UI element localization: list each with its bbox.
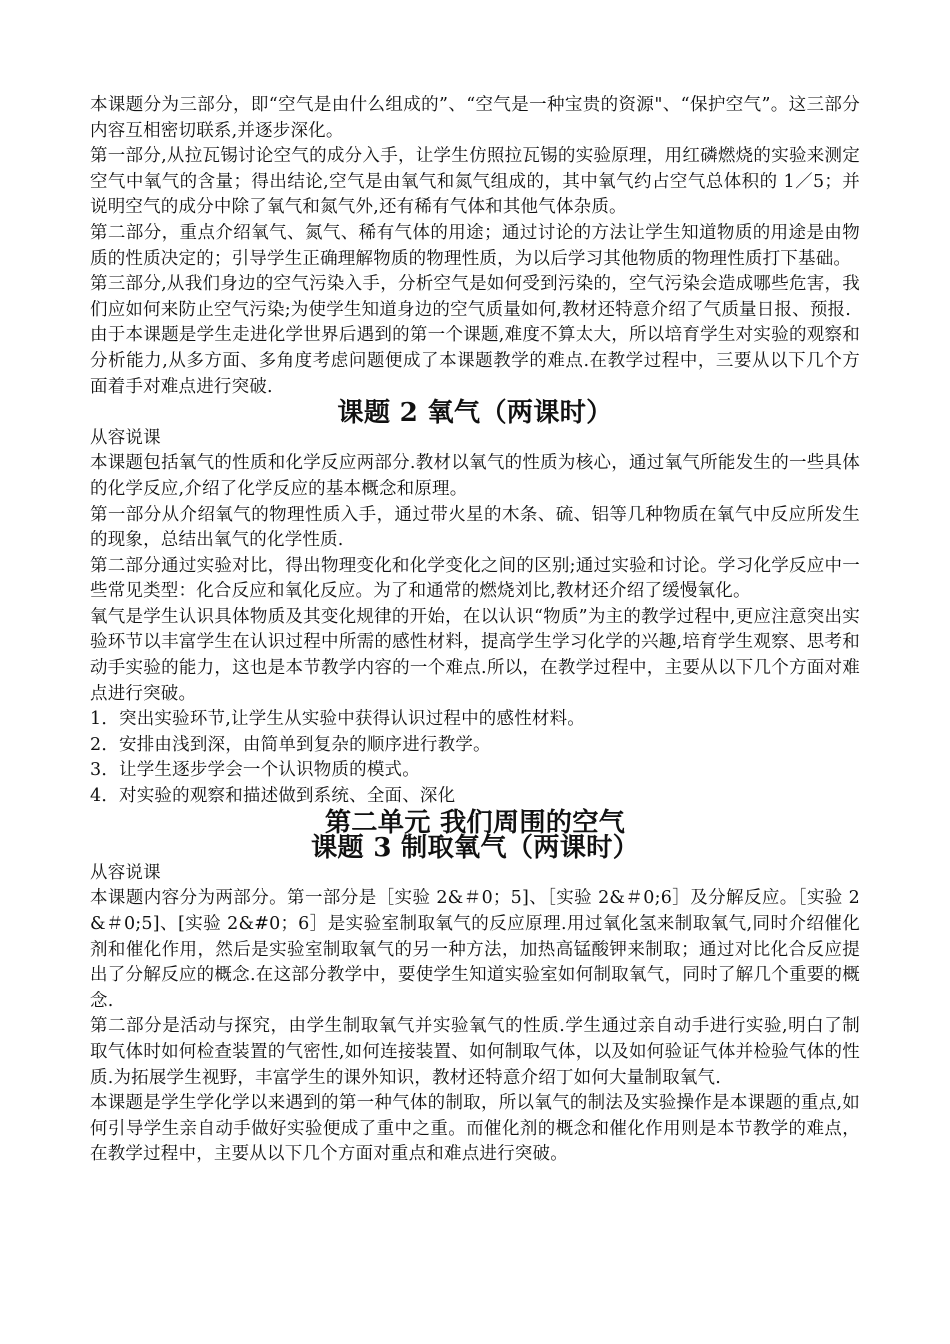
lesson-2-difficulty: 氧气是学生认识具体物质及其变化规律的开始，在以认识“物质”为主的教学过程中,更应注意突出实验环节以丰富学生在认识过程中所需的感性材料，提高学生学习化学的兴趣,培育学生观察、思考和动手实验的能力，这也是本节教学内容的一个难点.所以，在教学过程中，主要从以下几个方面对难点进行突破。 (90, 606, 860, 704)
paragraph-part-three: 第三部分,从我们身边的空气污染入手，分析空气是如何受到污染的，空气污染会造成哪些危害，我们应如何来防止空气污染;为使学生知道身边的空气质量如何,教材还特意介绍了气质量日报、预报. (90, 274, 860, 320)
list-item: 1．突出实验环节,让学生从实验中获得认识过程中的感性材料。 (90, 709, 585, 730)
lesson-2-part-two: 第二部分通过实验对比，得出物理变化和化学变化之间的区别;通过实验和讨论。学习化学反应中一些常见类型：化合反应和氧化反应。为了和通常的燃烧刘比,教材还介绍了缓慢氧化。 (90, 555, 860, 602)
lesson-2-part-one: 第一部分从介绍氧气的物理性质入手，通过带火星的木条、硫、铝等几种物质在氧气中反应所发生的现象，总结出氧气的化学性质. (90, 504, 860, 551)
paragraph-part-two: 第二部分，重点介绍氧气、氮气、稀有气体的用途；通过讨论的方法让学生知道物质的用途是由物质的性质决定的；引导学生正确理解物质的物理性质，为以后学习其他物质的物理性质打下基础。 (90, 222, 860, 269)
lesson-3-part-two: 第二部分是活动与探究，由学生制取氧气并实验氧气的性质.学生通过亲自动手进行实验,明白了制取气体时如何检查装置的气密性,如何连接装置、如何制取气体，以及如何验证气体并检验气体的性质.为拓展学生视野，丰富学生的课外知识，教材还特意介绍丁如何大量制取氧气. (90, 1016, 860, 1088)
lesson-2-subtitle: 从容说课 (90, 427, 161, 448)
lesson-3-subtitle: 从容说课 (90, 862, 161, 883)
document-page (90, 93, 860, 1168)
lesson-2-overview: 本课题包括氧气的性质和化学反应两部分.教材以氧气的性质为核心，通过氧气所能发生的一些具体的化学反应,介绍了化学反应的基本概念和原理。 (90, 453, 860, 499)
lesson-3-title: 课题 3 制取氧气（两课时） (310, 832, 640, 864)
list-item: 4．对实验的观察和描述做到系统、全面、深化 (90, 786, 456, 807)
list-item: 2．安排由浅到深，由简单到复杂的顺序进行教学。 (90, 734, 491, 755)
list-item: 3．让学生逐步学会一个认识物质的模式。 (90, 760, 420, 781)
paragraph-intro: 本课题分为三部分，即“空气是由什么组成的”、“空气是一种宝贵的资源"、“保护空气”。这三部分内容互相密切联系,并逐步深化。 (90, 95, 860, 141)
paragraph-difficulty: 由于本课题是学生走进化学世界后遇到的第一个课题,难度不算太大，所以培育学生对实验的观察和分析能力,从多方面、多角度考虑问题便成了本课题教学的难点.在教学过程中，三要从以下几个方面着手对难点进行突破. (90, 325, 860, 397)
lesson-3-difficulty: 本课题是学生学化学以来遇到的第一种气体的制取，所以氧气的制法及实验操作是本课题的重点,如何引导学生亲自动手做好实验便成了重中之重。而催化剂的概念和催化作用则是本节教学的难点，在教学过程中，主要从以下几个方面对重点和难点进行突破。 (90, 1093, 860, 1165)
unit-2-title: 第二单元 我们周围的空气 (324, 806, 626, 838)
lesson-2-title: 课题 2 氧气（两课时） (337, 397, 613, 429)
lesson-3-part-one: 本课题内容分为两部分。第一部分是［实验 2&＃0；5]、［实验 2&＃0;6］及分解反应。［实验 2&＃0;5]、[实验 2&#0；6］是实验室制取氧气的反应原理.用过氧化氢来制取氧气,同时介绍催化剂和催化作用，然后是实验室制取氧气的另一种方法，加热高锰酸钾来制取；通过对比化合反应提出了分解反应的概念.在这部分教学中，要使学生知道实验室如何制取氧气，同时了解几个重要的概念. (90, 888, 860, 1011)
paragraph-part-one: 第一部分,从拉瓦锡讨论空气的成分入手，让学生仿照拉瓦锡的实验原理，用红磷燃烧的实验来测定空气中氧气的含量；得出结论,空气是由氧气和氮气组成的，其中氧气约占空气总体积的 1／5；并说明空气的成分中除了氧气和氮气外,还有稀有气体和其他气体杂质。 (90, 146, 860, 218)
